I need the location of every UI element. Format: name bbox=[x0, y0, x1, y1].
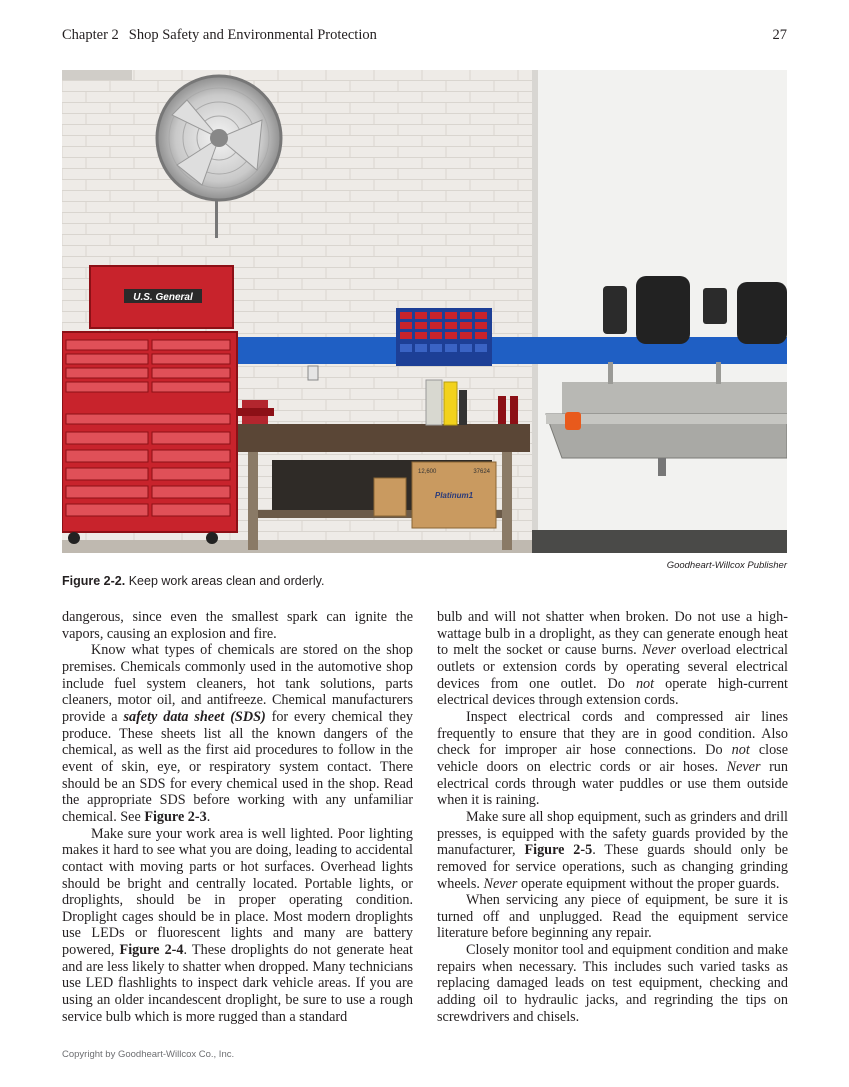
page-number: 27 bbox=[772, 27, 787, 43]
figure-credit: Goodheart-Willcox Publisher bbox=[666, 560, 787, 571]
chapter-title: Shop Safety and Environmental Protection bbox=[128, 27, 377, 43]
toolbox-brand-label: U.S. General bbox=[133, 292, 193, 303]
figure-caption-label: Figure 2-2. bbox=[62, 574, 126, 588]
copyright-footer: Copyright by Goodheart-Willcox Co., Inc. bbox=[62, 1049, 235, 1060]
box-number-left: 12,600 bbox=[418, 469, 437, 475]
running-header bbox=[62, 27, 787, 49]
blue-wall-stripe bbox=[212, 337, 787, 364]
box-brand: Platinum1 bbox=[434, 491, 474, 500]
box-number-right: 37624 bbox=[473, 469, 490, 475]
figure-reference: Figure 2-3 bbox=[144, 808, 207, 825]
paragraph: Know what types of chemicals are stored on the shop premises. Chemicals commonly used in the automotive shop include fuel system cleaners, hot tank solutions, parts cleaners, motor oil, and antifreeze. Chemical manufacturers provide a safety data sheet (SDS) for every chemical they produce. These sheets list all the known dangers of the chemical, as well as the first aid procedures to follow in the event of skin, eye, or respiratory system contact. There should be an SDS for every chemical used in the shop. Read the appropriate SDS before working with any unfamiliar chemical. See Figure 2-3. bbox=[62, 642, 413, 825]
electrical-outlet bbox=[308, 366, 318, 380]
right-text-column bbox=[437, 609, 788, 1025]
figure-caption bbox=[62, 574, 324, 588]
shop-photo bbox=[62, 70, 787, 553]
paragraph: When servicing any piece of equipment, be sure it is turned off and unplugged. Read the equipment service literature before beginning any repair. bbox=[437, 892, 788, 942]
paragraph: Closely monitor tool and equipment condition and make repairs when necessary. This includes such varied tasks as replacing damaged leads on test equipment, checking and adding oil to hydraulic jacks, and regrinding the tips on screwdrivers and chisels. bbox=[437, 942, 788, 1025]
left-text-column bbox=[62, 609, 413, 1025]
paragraph: Inspect electrical cords and compressed air lines frequently to ensure that they are in good condition. Also check for improper air hose connections. Do not close vehicle doors on electric cords or air hoses. Never run electrical cords through water puddles or use them outside when it is raining. bbox=[437, 708, 789, 809]
chapter-label: Chapter 2 bbox=[62, 27, 119, 43]
parts-bins bbox=[396, 308, 492, 366]
chapter-heading bbox=[62, 27, 377, 44]
paragraph: dangerous, since even the smallest spark can ignite the vapors, causing an explosion and fire. bbox=[62, 609, 413, 642]
paragraph: Make sure all shop equipment, such as grinders and drill presses, is equipped with the safety guards provided by the manufacturer, Figure 2-5. These guards should only be removed for service operations, such as changing grinding wheels. Never operate equipment without the proper guards. bbox=[437, 808, 788, 892]
figure-reference: Figure 2-5 bbox=[524, 842, 593, 859]
figure-caption-text: Keep work areas clean and orderly. bbox=[128, 574, 325, 588]
key-term: safety data sheet (SDS) bbox=[123, 708, 266, 725]
figure-reference: Figure 2-4 bbox=[119, 942, 184, 959]
paragraph: Make sure your work area is well lighted. Poor lighting makes it hard to see what you are doing, leading to accidental contact with moving parts or hot surfaces. Overhead lights should be bright and centrally located. Portable lights, or droplights, should be in proper operating condition. Droplight cages should be in place. Most modern droplights use LEDs or fluorescent lights and many are battery powered, Figure 2-4. These droplights do not generate heat and are less likely to shatter when dropped. Many technicians use LED flashlights to inspect dark vehicle areas. If you are using an older incandescent droplight, be sure to use a rough service bulb which is more rugged than a standard bbox=[62, 825, 413, 1025]
paragraph: bulb and will not shatter when broken. Do not use a high-wattage bulb in a droplight, as they can generate enough heat to melt the socket or cause burns. Never overload electrical outlets or extension cords by operating several electrical devices from one outlet. Do not operate high-current electrical devices through extension cords. bbox=[437, 609, 788, 709]
